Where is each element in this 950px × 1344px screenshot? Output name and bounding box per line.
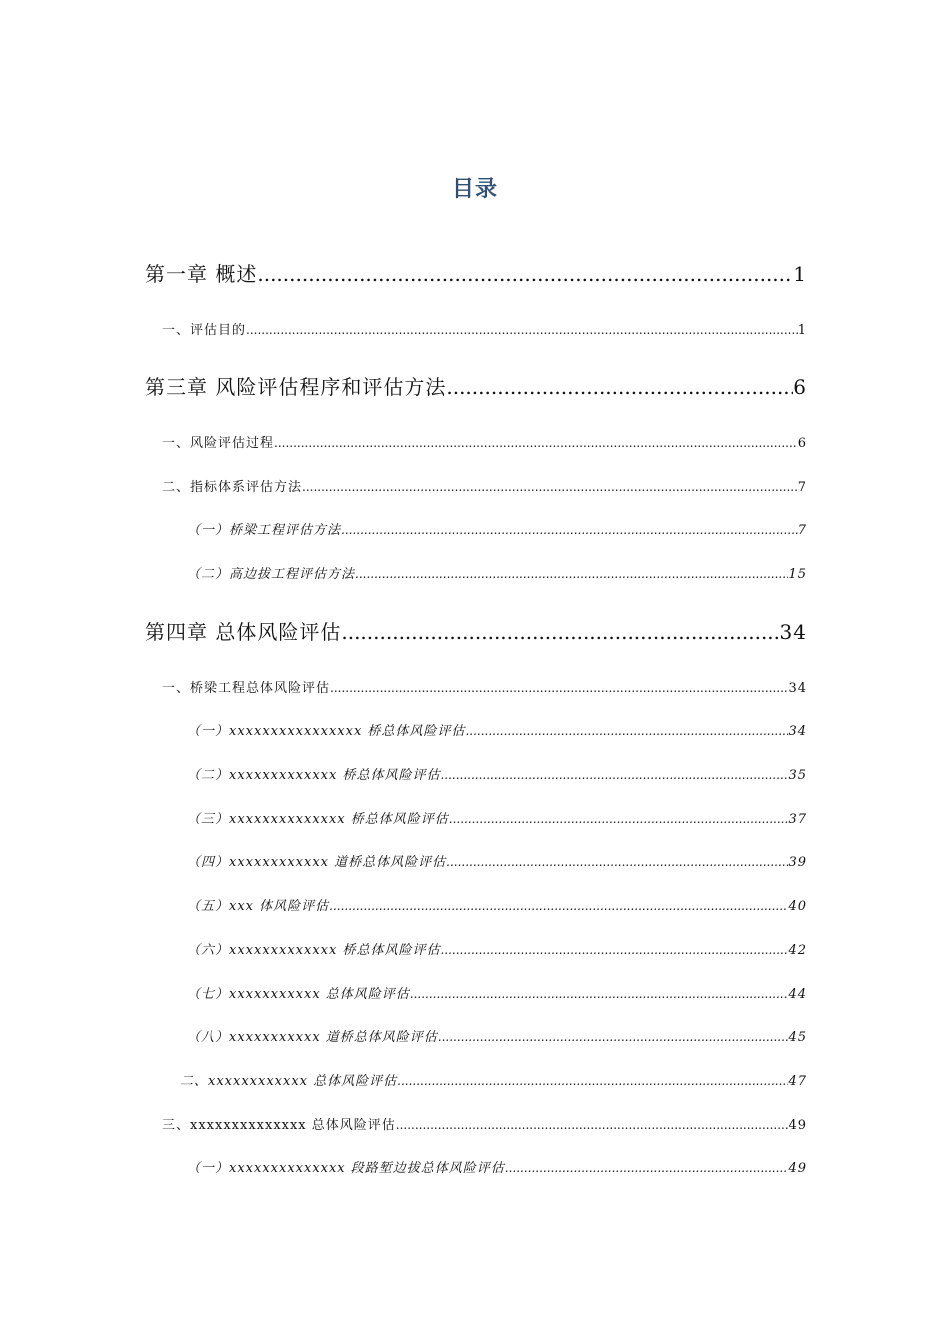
toc-leader-dots — [330, 681, 788, 695]
toc-entry-page: 39 — [788, 855, 807, 870]
toc-entry-page: 42 — [788, 943, 807, 958]
toc-entry-page: 49 — [788, 1161, 807, 1176]
toc-entry-label: 三、xxxxxxxxxxxxxx 总体风险评估 — [162, 1118, 396, 1133]
toc-entry-subsection[interactable] — [187, 519, 807, 538]
toc-entry-page: 6 — [793, 375, 807, 399]
toc-entry-label: （一）xxxxxxxxxxxxxx 段路堑边拔总体风险评估 — [187, 1161, 505, 1176]
toc-leader-dots — [410, 987, 789, 1001]
toc-entry-page: 49 — [788, 1118, 807, 1133]
toc-entry-chapter-3[interactable] — [145, 371, 807, 400]
toc-entry-page: 15 — [788, 567, 807, 582]
toc-entry-page: 37 — [788, 812, 807, 827]
toc-entry-label: 二、xxxxxxxxxxxx 总体风险评估 — [180, 1074, 398, 1089]
toc-entry-label: （六）xxxxxxxxxxxxx 桥总体风险评估 — [187, 943, 441, 958]
toc-entry-label: 第四章 总体风险评估 — [145, 620, 342, 644]
toc-leader-dots — [449, 812, 789, 826]
toc-entry-subsection[interactable] — [187, 895, 807, 914]
toc-entry-label: 一、桥梁工程总体风险评估 — [162, 681, 331, 696]
toc-entry-section[interactable] — [162, 1114, 807, 1133]
toc-entry-section[interactable] — [162, 319, 807, 338]
toc-entry-subsection[interactable] — [187, 720, 807, 739]
toc-entry-page: 7 — [797, 523, 807, 538]
toc-entry-page: 47 — [788, 1074, 807, 1089]
toc-leader-dots — [341, 620, 779, 644]
toc-entry-label: 一、风险评估过程 — [162, 436, 275, 451]
toc-entry-page: 1 — [797, 323, 807, 338]
toc-entry-label: （七）xxxxxxxxxxx 总体风险评估 — [187, 987, 410, 1002]
toc-entry-subsection[interactable] — [187, 939, 807, 958]
toc-entry-page: 34 — [788, 724, 807, 739]
toc-title: 目录 — [451, 177, 498, 202]
toc-entry-label: （二）高边拔工程评估方法 — [187, 567, 356, 582]
toc-entry-section[interactable] — [180, 1070, 807, 1089]
toc-entry-subsection[interactable] — [187, 764, 807, 783]
toc-entry-label: 二、指标体系评估方法 — [162, 480, 303, 495]
toc-entry-label: （二）xxxxxxxxxxxxx 桥总体风险评估 — [187, 768, 441, 783]
toc-leader-dots — [329, 899, 788, 913]
toc-leader-dots — [396, 1118, 789, 1132]
toc-entry-page: 45 — [788, 1030, 807, 1045]
toc-entry-label: （一）桥梁工程评估方法 — [187, 523, 342, 538]
toc-entry-label: （八）xxxxxxxxxxx 道桥总体风险评估 — [187, 1030, 438, 1045]
toc-leader-dots — [302, 480, 798, 494]
toc-entry-page: 6 — [797, 436, 807, 451]
toc-entry-section[interactable] — [162, 432, 807, 451]
toc-entry-subsection[interactable] — [187, 1157, 807, 1176]
toc-entry-label: （五）xxx 体风险评估 — [187, 899, 330, 914]
toc-leader-dots — [438, 1030, 789, 1044]
toc-entry-chapter-4[interactable] — [145, 616, 807, 645]
toc-entry-label: 第一章 概述 — [145, 262, 258, 286]
toc-entry-chapter-1[interactable] — [145, 258, 807, 287]
toc-entry-label: （三）xxxxxxxxxxxxxx 桥总体风险评估 — [187, 812, 449, 827]
toc-entry-section[interactable] — [162, 476, 807, 495]
toc-entry-label: 第三章 风险评估程序和评估方法 — [145, 375, 447, 399]
toc-entry-section[interactable] — [162, 677, 807, 696]
toc-entry-subsection[interactable] — [187, 983, 807, 1002]
toc-entry-subsection[interactable] — [187, 563, 807, 582]
toc-entry-page: 1 — [793, 262, 807, 286]
toc-entry-label: 一、评估目的 — [162, 323, 247, 338]
toc-entry-page: 34 — [788, 681, 807, 696]
toc-entry-page: 44 — [788, 987, 807, 1002]
toc-leader-dots — [440, 768, 788, 782]
toc-entry-subsection[interactable] — [187, 1026, 807, 1045]
toc-entry-page: 7 — [797, 480, 807, 495]
toc-leader-dots — [465, 724, 788, 738]
toc-entry-page: 34 — [779, 620, 807, 644]
toc-leader-dots — [257, 262, 793, 286]
toc-leader-dots — [446, 375, 793, 399]
toc-leader-dots — [397, 1074, 788, 1088]
toc-leader-dots — [355, 567, 788, 581]
toc-leader-dots — [505, 1161, 789, 1175]
toc-leader-dots — [341, 523, 798, 537]
toc-entry-page: 35 — [788, 768, 807, 783]
toc-entry-subsection[interactable] — [187, 851, 807, 870]
toc-leader-dots — [440, 943, 788, 957]
toc-leader-dots — [274, 436, 798, 450]
toc-entry-label: （一）xxxxxxxxxxxxxxxx 桥总体风险评估 — [187, 724, 466, 739]
toc-entry-label: （四）xxxxxxxxxxxx 道桥总体风险评估 — [187, 855, 447, 870]
toc-entry-subsection[interactable] — [187, 808, 807, 827]
toc-entry-page: 40 — [788, 899, 807, 914]
toc-leader-dots — [446, 855, 788, 869]
toc-leader-dots — [246, 323, 798, 337]
